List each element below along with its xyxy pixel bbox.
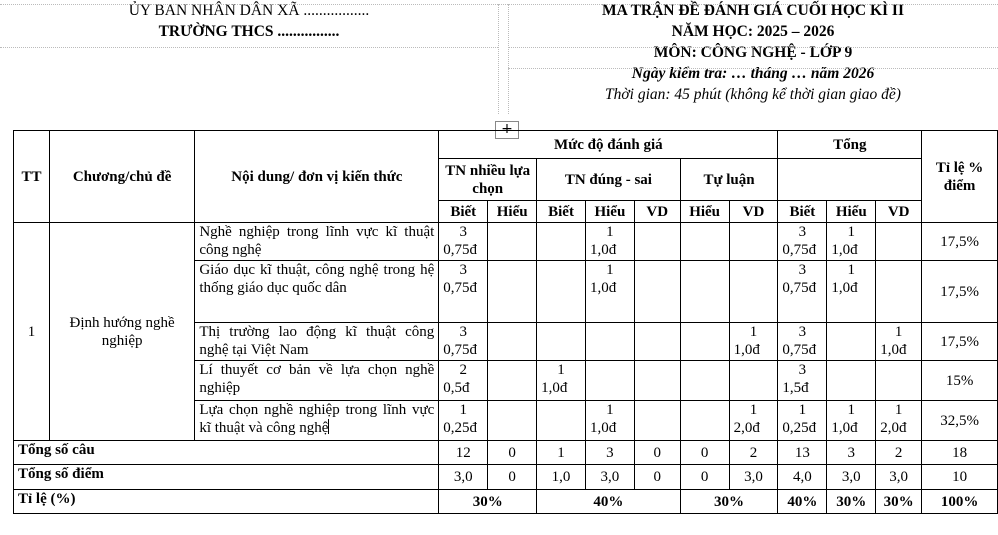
school-name: TRƯỜNG THCS ................ [158,23,340,40]
row-content [195,361,439,401]
col-header-tn-true-false: TN đúng - sai [537,159,681,201]
matrix-cell [634,223,680,261]
question-count: 3 [798,362,807,378]
row-ratio: 17,5% [922,261,998,323]
question-count: 1 [459,402,467,418]
col-header-level: Mức độ đánh giá [439,131,778,159]
total-questions-cell: 12 [439,441,488,465]
point-value: 0,25đ [782,420,817,436]
header-left [0,0,498,42]
ratio-tn-true-false: 40% [537,490,681,514]
matrix-cell [680,261,729,323]
point-value: 0,75đ [443,342,478,358]
question-count: 3 [798,324,807,340]
total-points-label: Tổng số điểm [14,465,439,490]
ratio-total-hieu: 30% [827,490,876,514]
sub-header-cell: Biết [778,201,827,223]
matrix-cell [634,323,680,361]
total-questions-cell: 2 [729,441,778,465]
ratio-total-biet: 40% [778,490,827,514]
matrix-cell [729,223,778,261]
row-content [195,261,439,323]
guide-line [0,4,998,5]
matrix-cell [827,223,876,261]
matrix-cell [537,361,586,401]
point-value: 0,25đ [443,420,478,436]
sub-header-cell: Biết [439,201,488,223]
matrix-cell [729,323,778,361]
matrix-cell [488,223,537,261]
point-value: 0,75đ [782,280,817,296]
committee-name: ỦY BAN NHÂN DÂN XÃ ................. [128,2,370,19]
question-count: 3 [459,262,467,278]
point-value: 0,75đ [782,342,817,358]
matrix-cell [827,261,876,323]
matrix-cell [537,401,586,441]
matrix-cell [585,361,634,401]
col-header-total-blank [778,159,922,201]
total-points-cell: 0 [680,465,729,490]
matrix-cell [537,323,586,361]
row-content [195,401,439,441]
sub-header-cell: Hiểu [488,201,537,223]
question-count: 1 [894,324,903,340]
sub-header-cell: VD [876,201,922,223]
matrix-cell [876,401,922,441]
total-points-cell: 1,0 [537,465,586,490]
matrix-cell [439,323,488,361]
header-right [508,0,998,105]
matrix-cell [488,261,537,323]
assessment-matrix-table [13,130,998,514]
question-count: 1 [847,224,856,240]
matrix-cell [827,323,876,361]
point-value: 0,75đ [443,280,478,296]
point-value: 1,0đ [589,242,617,258]
matrix-cell [585,223,634,261]
question-count: 1 [847,402,856,418]
row-ratio: 17,5% [922,223,998,261]
sub-header-cell: VD [729,201,778,223]
matrix-cell [876,261,922,323]
row-content [195,223,439,261]
matrix-cell [729,261,778,323]
point-value: 1,0đ [541,380,568,396]
point-value: 1,0đ [831,242,858,258]
row-content-text: Thị trường lao động kĩ thuật công nghệ tại Việt Nam [199,324,435,358]
matrix-cell [439,401,488,441]
matrix-cell [680,323,729,361]
table-row [14,223,998,261]
guide-line [0,47,498,48]
total-questions-cell: 0 [680,441,729,465]
question-count: 2 [459,362,467,378]
question-count: 3 [798,262,807,278]
total-questions-cell: 3 [827,441,876,465]
ratio-tn-multi: 30% [439,490,537,514]
point-value: 2,0đ [880,420,907,436]
row-ratio: 15% [922,361,998,401]
matrix-cell [488,323,537,361]
point-value: 1,0đ [733,342,760,358]
guide-line [508,4,509,114]
sub-header-cell: Biết [537,201,586,223]
document-header [0,0,998,118]
question-count: 1 [749,402,758,418]
matrix-cell [778,323,827,361]
matrix-cell [634,261,680,323]
point-value: 1,0đ [589,420,617,436]
total-questions-label: Tổng số câu [14,441,439,465]
row-ratio: 17,5% [922,323,998,361]
col-header-content: Nội dung/ đơn vị kiến thức [195,131,439,223]
total-questions-cell: 2 [876,441,922,465]
row-content-text: Lựa chọn nghề nghiệp trong lĩnh vực kĩ thuật và công nghệ [199,402,435,436]
ratio-total-vd: 30% [876,490,922,514]
col-header-tt: TT [14,131,50,223]
matrix-cell [827,401,876,441]
guide-line [508,68,998,69]
total-questions-cell: 13 [778,441,827,465]
exam-duration: Thời gian: 45 phút (không kể thời gian giao đề) [605,86,901,103]
question-count: 3 [798,224,807,240]
matrix-cell [680,401,729,441]
matrix-cell [585,261,634,323]
row-chapter: Định hướng nghề nghiệp [49,223,194,441]
total-questions-cell: 0 [488,441,537,465]
matrix-cell [827,361,876,401]
sub-header-cell: Hiểu [680,201,729,223]
col-header-essay: Tự luận [680,159,778,201]
question-count: 1 [606,402,614,418]
question-count: 1 [798,402,807,418]
question-count: 1 [606,224,614,240]
col-header-chapter: Chương/chủ đề [49,131,194,223]
matrix-cell [778,401,827,441]
point-value: 1,0đ [589,280,617,296]
point-value: 0,75đ [443,242,478,258]
guide-line [498,4,499,114]
matrix-cell [778,223,827,261]
question-count: 1 [847,262,856,278]
matrix-cell [729,361,778,401]
guide-line [508,47,998,48]
total-points-cell: 3,0 [439,465,488,490]
sub-header-cell: Hiểu [585,201,634,223]
matrix-cell [680,223,729,261]
matrix-cell [439,361,488,401]
exam-date: Ngày kiểm tra: … tháng … năm 2026 [631,65,875,82]
row-content [195,323,439,361]
question-count: 1 [557,362,565,378]
matrix-cell [585,401,634,441]
matrix-cell [729,401,778,441]
total-questions-cell: 0 [634,441,680,465]
total-points-cell: 3,0 [876,465,922,490]
total-points-cell: 3,0 [827,465,876,490]
table-move-handle-icon[interactable]: + [495,121,519,139]
point-value: 0,5đ [443,380,470,396]
row-content-text: Giáo dục kĩ thuật, công nghệ trong hệ thống giáo dục quốc dân [199,262,435,296]
row-tt: 1 [14,223,50,441]
matrix-cell [439,261,488,323]
matrix-cell [876,361,922,401]
col-header-ratio: Tỉ lệ % điểm [922,131,998,223]
matrix-cell [634,361,680,401]
total-points-cell: 3,0 [729,465,778,490]
matrix-cell [876,323,922,361]
matrix-cell [634,401,680,441]
question-count: 1 [749,324,758,340]
matrix-cell [876,223,922,261]
text-caret [328,419,329,434]
total-points-cell: 0 [488,465,537,490]
matrix-cell [537,261,586,323]
ratio-essay: 30% [680,490,778,514]
col-header-total: Tổng [778,131,922,159]
matrix-cell [488,361,537,401]
ratio-all: 100% [922,490,998,514]
point-value: 1,0đ [880,342,907,358]
question-count: 3 [459,224,467,240]
doc-title: MA TRẬN ĐỀ ĐÁNH GIÁ CUỐI HỌC KÌ II [602,2,904,19]
total-points-cell: 4,0 [778,465,827,490]
matrix-cell [585,323,634,361]
school-year: NĂM HỌC: 2025 – 2026 [671,23,835,40]
row-content-text: Nghề nghiệp trong lĩnh vực kĩ thuật công nghệ [199,224,435,258]
subject-grade: MÔN: CÔNG NGHỆ - LỚP 9 [653,44,853,61]
matrix-cell [439,223,488,261]
total-points-cell: 0 [634,465,680,490]
point-value: 1,5đ [782,380,809,396]
matrix-cell [537,223,586,261]
total-points-cell: 10 [922,465,998,490]
question-count: 3 [459,324,467,340]
total-questions-cell: 1 [537,441,586,465]
matrix-cell [680,361,729,401]
total-points-cell: 3,0 [585,465,634,490]
row-content-text: Lí thuyết cơ bản về lựa chọn nghề nghiệp [199,362,435,396]
point-value: 2,0đ [733,420,760,436]
total-questions-cell: 3 [585,441,634,465]
ratio-label: Tỉ lệ (%) [14,490,439,514]
matrix-cell [778,361,827,401]
col-header-tn-multi: TN nhiều lựa chọn [439,159,537,201]
question-count: 1 [894,402,903,418]
point-value: 0,75đ [782,242,817,258]
point-value: 1,0đ [831,280,858,296]
sub-header-cell: VD [634,201,680,223]
matrix-cell [778,261,827,323]
point-value: 1,0đ [831,420,858,436]
sub-header-cell: Hiểu [827,201,876,223]
row-ratio: 32,5% [922,401,998,441]
total-questions-cell: 18 [922,441,998,465]
matrix-cell [488,401,537,441]
question-count: 1 [606,262,614,278]
